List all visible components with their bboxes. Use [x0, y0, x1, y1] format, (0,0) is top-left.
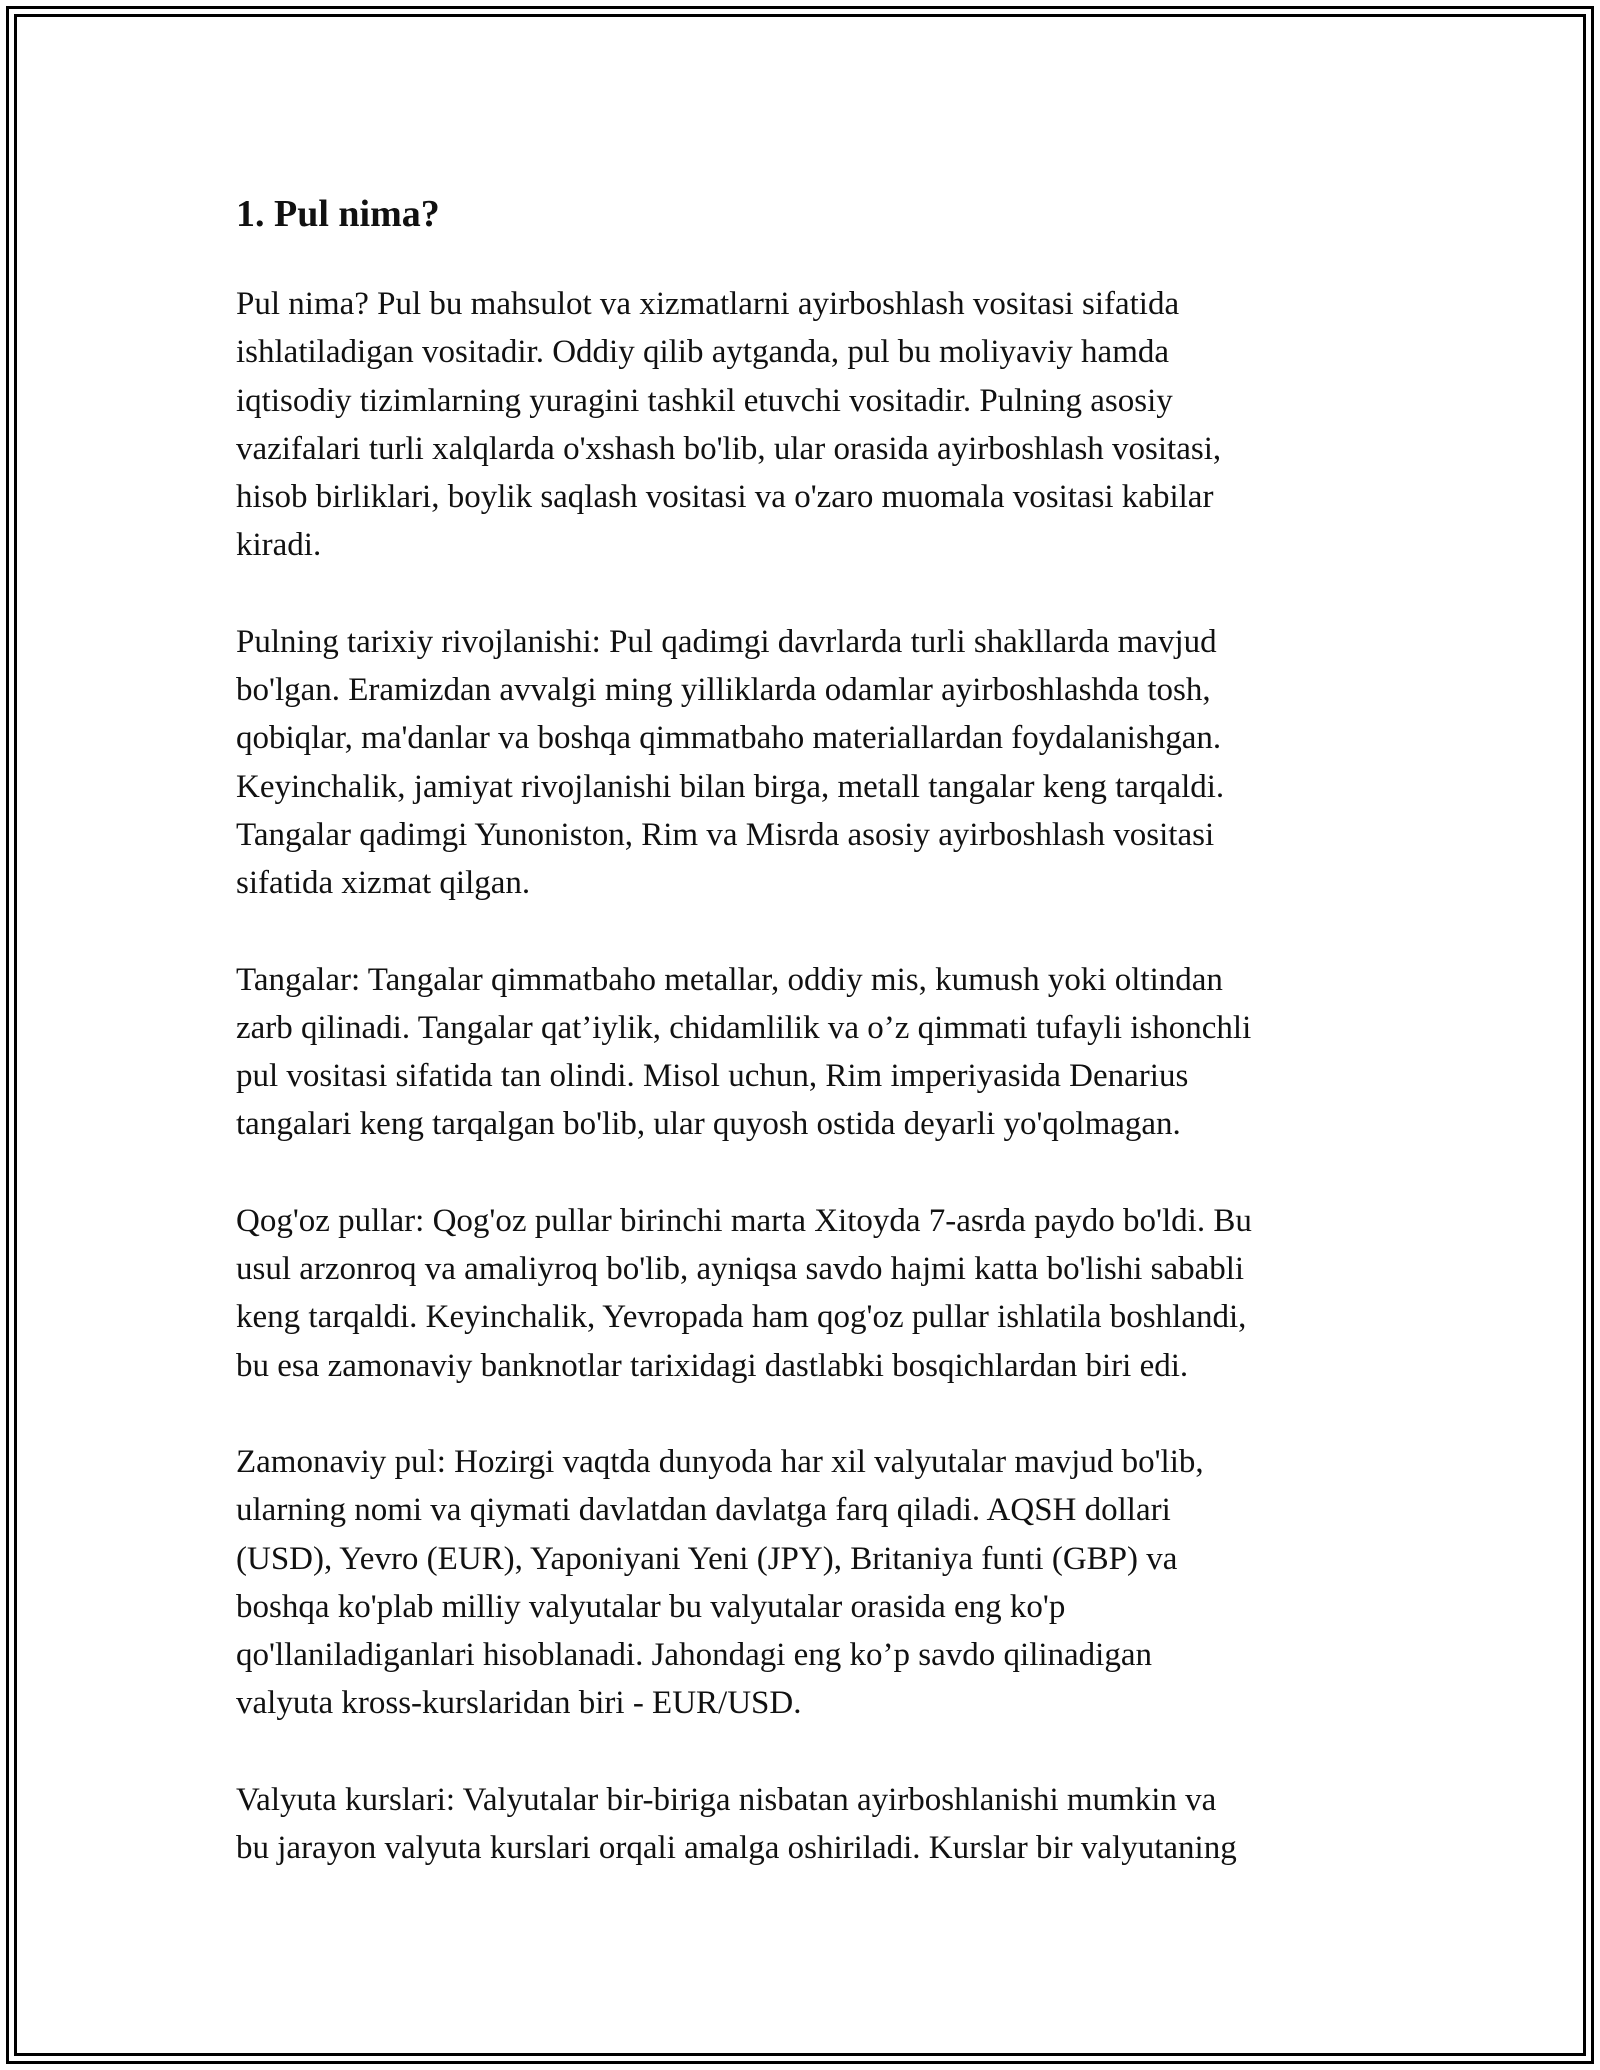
text-line: Keyinchalik, jamiyat rivojlanishi bilan birga, metall tangalar keng tarqaldi. — [236, 768, 1225, 805]
text-line: boshqa ko'plab milliy valyutalar bu valyutalar orasida eng ko'p — [236, 1588, 1066, 1625]
text-line: vazifalari turli xalqlarda o'xshash bo'lib, ular orasida ayirboshlash vositasi, — [236, 430, 1222, 467]
text-line: ularning nomi va qiymati davlatdan davlatga farq qiladi. AQSH dollari — [236, 1492, 1171, 1529]
text-line: hisob birliklari, boylik saqlash vositasi va o'zaro muomala vositasi kabilar — [236, 479, 1214, 516]
paragraph-exchange-rates — [236, 1776, 1376, 1873]
text-line: usul arzonroq va amaliyroq bo'lib, ayniqsa savdo hajmi katta bo'lishi sababli — [236, 1251, 1245, 1288]
text-line: qobiqlar, ma'danlar va boshqa qimmatbaho materiallardan foydalanishgan. — [236, 720, 1222, 757]
paragraph-definition — [236, 280, 1376, 570]
section-title: 1. Pul nima? — [236, 193, 440, 235]
text-line: tangalari keng tarqalgan bo'lib, ular quyosh ostida deyarli yo'qolmagan. — [236, 1106, 1181, 1143]
paragraph-paper-money — [236, 1197, 1376, 1390]
text-line: Pul nima? Pul bu mahsulot va xizmatlarni ayirboshlash vositasi sifatida — [236, 286, 1180, 322]
text-line: Qog'oz pullar: Qog'oz pullar birinchi marta Xitoyda 7-asrda paydo bo'ldi. Bu — [236, 1202, 1252, 1239]
text-line: Tangalar: Tangalar qimmatbaho metallar, oddiy mis, kumush yoki oltindan — [236, 961, 1223, 998]
text-line: Zamonaviy pul: Hozirgi vaqtda dunyoda har xil valyutalar mavjud bo'lib, — [236, 1443, 1204, 1480]
text-line: valyuta kross-kurslaridan biri - EUR/USD. — [236, 1685, 802, 1722]
text-line: bo'lgan. Eramizdan avvalgi ming yilliklarda odamlar ayirboshlashda tosh, — [236, 672, 1211, 709]
text-line: pul vositasi sifatida tan olindi. Misol uchun, Rim imperiyasida Denarius — [236, 1058, 1189, 1095]
text-line: kiradi. — [236, 527, 322, 564]
paragraph-history — [236, 618, 1376, 908]
paragraph-coins — [236, 956, 1376, 1149]
text-line: qo'llaniladiganlari hisoblanadi. Jahondagi eng ko’p savdo qilinadigan — [236, 1637, 1152, 1674]
text-line: Pulning tarixiy rivojlanishi: Pul qadimgi davrlarda turli shakllarda mavjud — [236, 623, 1217, 660]
paragraph-modern-money — [236, 1438, 1376, 1728]
text-line: sifatida xizmat qilgan. — [236, 865, 531, 902]
text-line: bu jarayon valyuta kurslari orqali amalga oshiriladi. Kurslar bir valyutaning — [236, 1830, 1237, 1867]
text-line: zarb qilinadi. Tangalar qat’iylik, chidamlilik va o’z qimmati tufayli ishonchli — [236, 1009, 1252, 1046]
text-line: Tangalar qadimgi Yunoniston, Rim va Misrda asosiy ayirboshlash vositasi — [236, 816, 1215, 853]
text-line: keng tarqaldi. Keyinchalik, Yevropada ham qog'oz pullar ishlatila boshlandi, — [236, 1299, 1247, 1336]
text-line: Valyuta kurslari: Valyutalar bir-biriga nisbatan ayirboshlanishi mumkin va — [236, 1781, 1217, 1818]
text-line: ishlatiladigan vositadir. Oddiy qilib aytganda, pul bu moliyaviy hamda — [236, 334, 1170, 371]
document-body — [236, 186, 1376, 1920]
text-line: iqtisodiy tizimlarning yuragini tashkil etuvchi vositadir. Pulning asosiy — [236, 382, 1173, 419]
text-line: (USD), Yevro (EUR), Yaponiyani Yeni (JPY), Britaniya funti (GBP) va — [236, 1540, 1178, 1577]
text-line: bu esa zamonaviy banknotlar tarixidagi dastlabki bosqichlardan biri edi. — [236, 1347, 1189, 1384]
